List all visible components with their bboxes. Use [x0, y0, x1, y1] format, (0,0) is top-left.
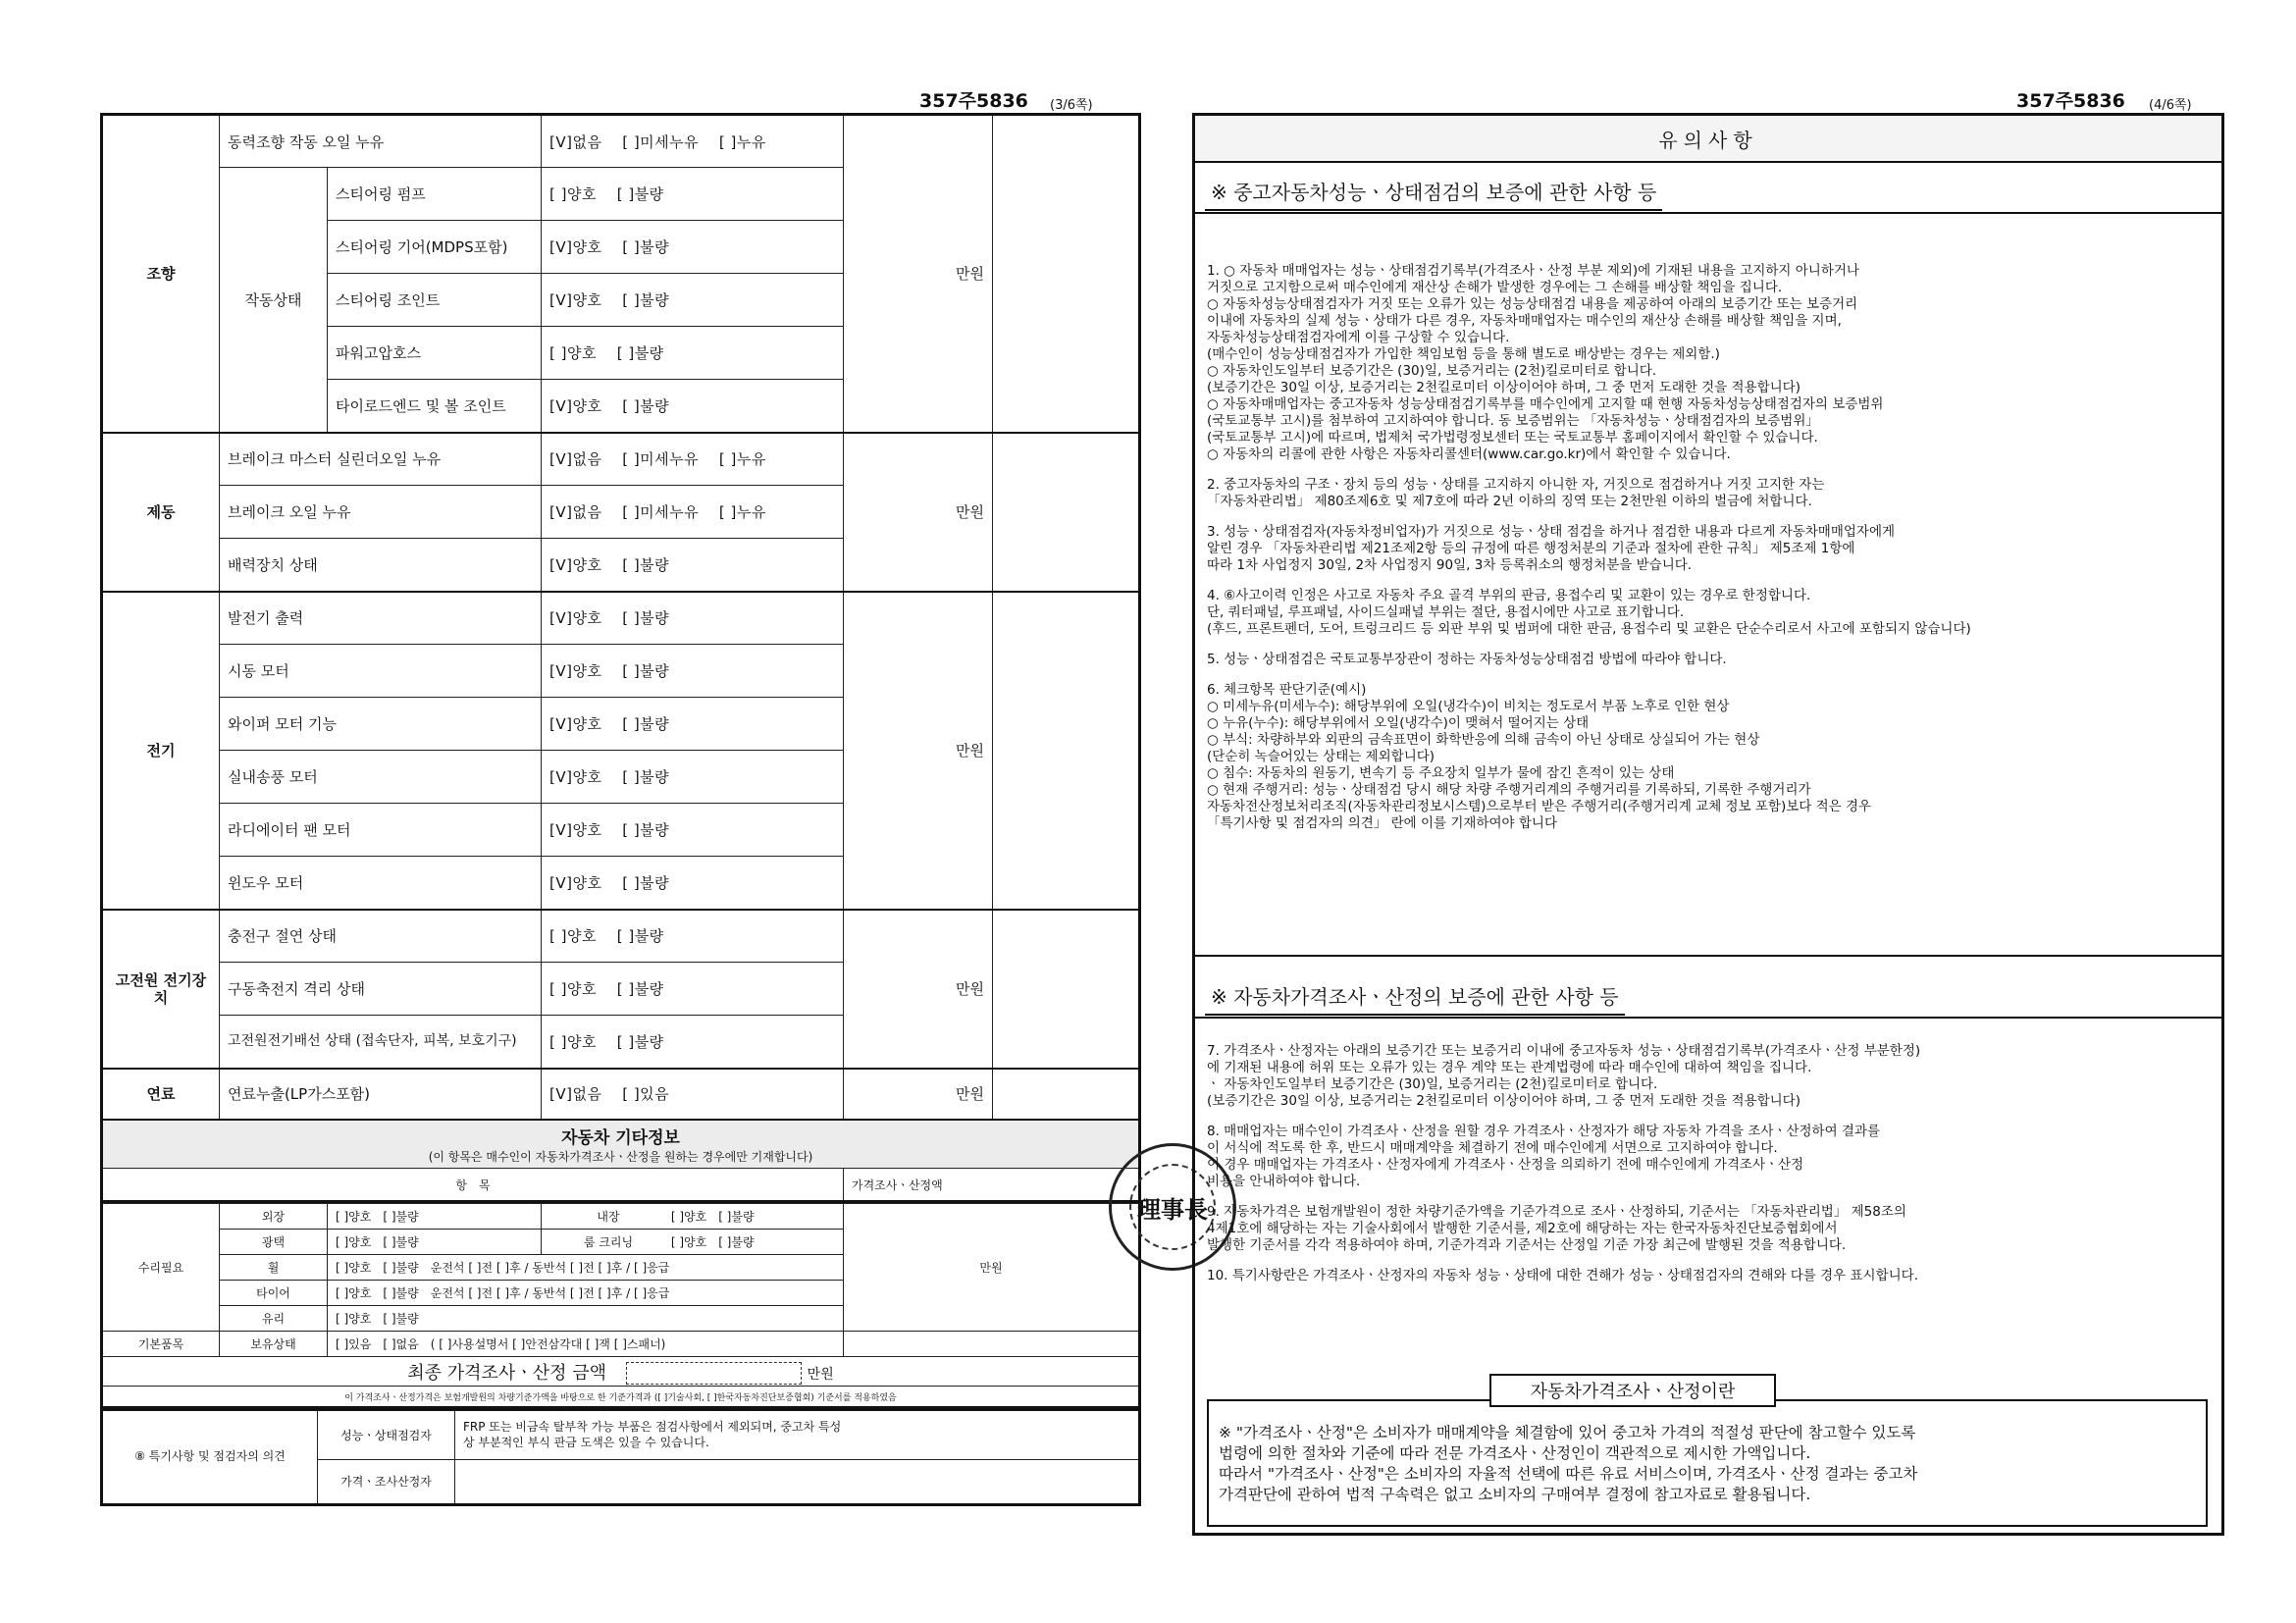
extra-row-value: [ ]양호 [ ]불량 운전석 [ ]전 [ ]후 / 동반석 [ ]전 [ ]후 / [ ]응급 — [328, 1281, 844, 1306]
appraiser-opinion[interactable] — [455, 1459, 1140, 1504]
amount-label: 만원 — [844, 115, 993, 433]
extra-row-pair — [542, 1230, 844, 1255]
check-value: [ ]양호 [ ]불량 — [542, 963, 844, 1016]
item-label: 시동 모터 — [220, 645, 542, 698]
extra-row-pair — [542, 1204, 844, 1230]
right-page-header — [1192, 90, 2224, 113]
opinion-table — [100, 1409, 1141, 1506]
section-1-title: ※ 중고자동차성능ㆍ상태점검의 보증에 관한 사항 등 — [1205, 173, 1662, 211]
check-value: [V]양호 [ ]불량 — [542, 751, 844, 804]
item-label: 발전기 출력 — [220, 592, 542, 645]
official-seal-text: 理事長 — [1129, 1164, 1216, 1250]
item-label: 브레이크 오일 누유 — [220, 486, 542, 539]
note-3: 3. 성능ㆍ상태점검자(자동차정비업자)가 거짓으로 성능ㆍ상태 점검을 하거나 점검한 내용과 다르게 자동차매매업자에게 알린 경우 「자동차관리법 제21조제2항 등의 규정에 따른 행정처분의 기준과 절차에 관한 규칙」 제5조제 1항에 따라 1차 사업정지 30일, 2차 사업정지 90일, 3차 등록취소의 행정처분을 받습니다. — [1207, 524, 1896, 573]
item-label: 스티어링 기어(MDPS포함) — [328, 221, 542, 274]
item-label: 동력조향 작동 오일 누유 — [220, 115, 542, 168]
check-value: [V]없음 [ ]미세누유 [ ]누유 — [542, 115, 844, 168]
final-amount-box[interactable] — [626, 1362, 802, 1385]
amount-label: 만원 — [844, 433, 993, 592]
note-7: 7. 가격조사ㆍ산정자는 아래의 보증기간 또는 보증거리 이내에 중고자동차 성능ㆍ상태점검기록부(가격조사ㆍ산정 부분한정) 에 기재된 내용에 허위 또는 오류가 있는 경우 계약 또는 관계법령에 따라 매수인에 대하여 책임을 집니다. ㆍ 자동차인도일부터 보증기간은 (30)일, 보증거리는 (2천)킬로미터로 합니다. (보증기간은 30일 이상, 보증거리는 2천킬로미터 이상이어야 하며, 그 중 먼저 도래한 것을 적용합니다) — [1207, 1043, 1921, 1109]
check-value: [V]양호 [ ]불량 — [542, 592, 844, 645]
notice-title: 유의사항 — [1195, 116, 2221, 163]
category-electric: 전기 — [102, 592, 220, 910]
check-value: [V]양호 [ ]불량 — [542, 539, 844, 592]
category-brake: 제동 — [102, 433, 220, 592]
extra-row-label: 휠 — [220, 1255, 328, 1281]
extra-row-label: 타이어 — [220, 1281, 328, 1306]
section-2-title: ※ 자동차가격조사ㆍ산정의 보증에 관한 사항 등 — [1205, 977, 1625, 1016]
item-label: 타이로드엔드 및 볼 조인트 — [328, 380, 542, 433]
amount-field[interactable] — [993, 433, 1140, 592]
category-high-voltage: 고전원 전기장치 — [102, 910, 220, 1069]
item-label: 윈도우 모터 — [220, 857, 542, 910]
price-definition-line: 법령에 의한 절차와 기준에 따라 전문 가격조사ㆍ산정인이 객관적으로 제시한 가액입니다. — [1219, 1444, 1811, 1462]
note-5: 5. 성능ㆍ상태점검은 국토교통부장관이 정하는 자동차성능상태점검 방법에 따라야 합니다. — [1207, 652, 1727, 667]
item-label: 스티어링 펌프 — [328, 168, 542, 221]
check-value: [ ]양호 [ ]불량 — [542, 910, 844, 963]
extra-row-value: [ ]양호 [ ]불량 — [670, 1235, 755, 1249]
check-value: [V]없음 [ ]있음 — [542, 1069, 844, 1120]
item-label: 스티어링 조인트 — [328, 274, 542, 327]
extra-row-value: [ ]양호 [ ]불량 — [328, 1204, 542, 1230]
amount-label: 만원 — [844, 1069, 993, 1120]
final-amount-unit: 만원 — [807, 1366, 834, 1383]
left-page-header — [100, 90, 1138, 113]
amount-label: 만원 — [844, 592, 993, 910]
amount-label: 만원 — [844, 910, 993, 1069]
section-2-divider — [1195, 1017, 2221, 1019]
check-value: [V]양호 [ ]불량 — [542, 274, 844, 327]
extra-row-label: 외장 — [220, 1204, 328, 1230]
amount-label: 만원 — [844, 1204, 1140, 1332]
price-definition-title: 자동차가격조사ㆍ산정이란 — [1489, 1374, 1776, 1407]
extra-row-value: [ ]양호 [ ]불량 — [328, 1306, 844, 1332]
amount-field[interactable] — [993, 1069, 1140, 1120]
item-label: 연료누출(LP가스포함) — [220, 1069, 542, 1120]
extra-col-price: 가격조사ㆍ산정액 — [844, 1169, 1140, 1202]
note-6: 6. 체크항목 판단기준(예시) ○ 미세누유(미세누수): 해당부위에 오일(냉각수)이 비치는 정도로서 부품 노후로 인한 현상 ○ 누유(누수): 해당부위에서 오일(냉각수)이 맺혀서 떨어지는 상태 ○ 부식: 차량하부와 외판의 금속표면이 화학반응에 의해 금속이 아닌 상태로 상실되어 가는 현상 (단순히 녹슬어있는 상태는 제외합니다) ○ 침수: 자동차의 원동기, 변속기 등 주요장치 일부가 물에 잠긴 흔적이 있는 상태 ○ 현재 주행거리: 성능ㆍ상태점검 당시 해당 차량 주행거리계의 주행거리를 기록하되, 기록한 주행거리가 자동차전산정보처리조직(자동차관리정보시스템)으로부터 받은 주행거리(주행거리계 교체 정보 포함)보다 적은 경우 「특기사항 및 점검자의 의견」 란에 이를 기재하여야 합니다 — [1207, 682, 1872, 831]
check-value: [V]없음 [ ]미세누유 [ ]누유 — [542, 486, 844, 539]
document-number: 357주5836 — [919, 90, 1028, 112]
final-amount-note: 이 가격조사ㆍ산정가격은 보험개발원의 차량기준가액을 바탕으로 한 기준가격과 ([ ]기술사회, [ ]한국자동차진단보증협회) 기준서를 적용하였음 — [102, 1387, 1140, 1408]
check-value: [ ]양호 [ ]불량 — [542, 168, 844, 221]
extra-row-label: 유리 — [220, 1306, 328, 1332]
notice-box — [1192, 113, 2224, 1536]
page-number: (3/6쪽) — [1050, 98, 1093, 113]
repair-needed-label: 수리필요 — [102, 1204, 220, 1332]
amount-field[interactable] — [993, 592, 1140, 910]
item-label: 실내송풍 모터 — [220, 751, 542, 804]
item-label: 라디에이터 팬 모터 — [220, 804, 542, 857]
item-label: 배력장치 상태 — [220, 539, 542, 592]
appraiser-label: 가격ㆍ조사산정자 — [318, 1459, 455, 1504]
extra-col-item: 항 목 — [102, 1169, 844, 1202]
extra-info-header — [102, 1120, 1140, 1169]
category-steering: 조향 — [102, 115, 220, 433]
extra-row-label: 룸 크리닝 — [583, 1235, 634, 1249]
item-label: 구동축전지 격리 상태 — [220, 963, 542, 1016]
extra-row-value: [ ]양호 [ ]불량 — [670, 1210, 755, 1224]
note-8: 8. 매매업자는 매수인이 가격조사ㆍ산정을 원할 경우 가격조사ㆍ산정자가 해당 자동차 가격을 조사ㆍ산정하여 결과를 이 서식에 적도록 한 후, 반드시 매매계약을 체결하기 전에 매수인에게 서면으로 고지하여야 합니다. 이 경우 매매업자는 가격조사ㆍ산정자에게 가격조사ㆍ산정을 의뢰하기 전에 매수인에게 가격조사ㆍ산정 비용을 안내하여야 합니다. — [1207, 1124, 1881, 1189]
check-value: [V]양호 [ ]불량 — [542, 380, 844, 433]
check-value: [V]양호 [ ]불량 — [542, 645, 844, 698]
price-definition-line: 가격판단에 관하여 법적 구속력은 없고 소비자의 구매여부 결정에 참고자료로 활용됩니다. — [1219, 1486, 1811, 1503]
sub-category: 작동상태 — [220, 168, 328, 433]
price-definition-line: ※ "가격조사ㆍ산정"은 소비자가 매매계약을 체결함에 있어 중고차 가격의 적절성 판단에 참고할수 있도록 — [1219, 1424, 1916, 1441]
section-1-divider — [1195, 212, 2221, 214]
check-value: [V]양호 [ ]불량 — [542, 698, 844, 751]
item-label: 충전구 절연 상태 — [220, 910, 542, 963]
item-label: 파워고압호스 — [328, 327, 542, 380]
price-definition-box — [1207, 1399, 2208, 1527]
check-value: [ ]양호 [ ]불량 — [542, 327, 844, 380]
basic-row-amount — [844, 1332, 1140, 1357]
item-label: 브레이크 마스터 실린더오일 누유 — [220, 433, 542, 486]
note-9: 9. 자동차가격은 보험개발원이 정한 차량기준가액을 기준가격으로 조사ㆍ산정하되, 기준서는 「자동차관리법」 제58조의 4제1호에 해당하는 자는 기술사회에서 발행한 기준서를, 제2호에 해당하는 자는 한국자동차진단보증협회에서 발행한 기준서를 각각 적용하여야 하며, 기준가격과 기준서는 산정일 기준 가장 최근에 발행된 것을 적용합니다. — [1207, 1204, 1906, 1253]
check-value: [V]없음 [ ]미세누유 [ ]누유 — [542, 433, 844, 486]
section-2-divider-top — [1195, 955, 2221, 957]
item-label: 와이퍼 모터 기능 — [220, 698, 542, 751]
amount-field[interactable] — [993, 910, 1140, 1069]
opinion-label: ⑧ 특기사항 및 점검자의 의견 — [102, 1410, 318, 1504]
basic-row-value: [ ]있음 [ ]없음 ( [ ]사용설명서 [ ]안전삼각대 [ ]잭 [ ]스패너) — [328, 1332, 844, 1357]
extra-row-label: 광택 — [220, 1230, 328, 1255]
extra-row-value: [ ]양호 [ ]불량 — [328, 1230, 542, 1255]
amount-field[interactable] — [993, 115, 1140, 433]
final-amount-row — [102, 1357, 1140, 1387]
basic-row-label: 보유상태 — [220, 1332, 328, 1357]
note-2: 2. 중고자동차의 구조ㆍ장치 등의 성능ㆍ상태를 고지하지 아니한 자, 거짓으로 점검하거나 거짓 고지한 자는 「자동차관리법」 제80조제6호 및 제7호에 따라 2년 이하의 징역 또는 2천만원 이하의 벌금에 처합니다. — [1207, 477, 1825, 509]
extra-row-value: [ ]양호 [ ]불량 운전석 [ ]전 [ ]후 / 동반석 [ ]전 [ ]후 / [ ]응급 — [328, 1255, 844, 1281]
section-2-notes — [1207, 1043, 2208, 1298]
check-value: [V]양호 [ ]불량 — [542, 804, 844, 857]
price-definition-line: 따라서 "가격조사ㆍ산정"은 소비자의 자율적 선택에 따른 유료 서비스이며, 가격조사ㆍ산정 결과는 중고차 — [1219, 1465, 1918, 1483]
inspection-table — [100, 113, 1141, 1203]
extra-info-table — [100, 1203, 1141, 1409]
check-value: [V]양호 [ ]불량 — [542, 221, 844, 274]
check-value: [ ]양호 [ ]불량 — [542, 1016, 844, 1069]
section-1-notes — [1207, 263, 2208, 846]
category-fuel: 연료 — [102, 1069, 220, 1120]
page-number: (4/6쪽) — [2149, 98, 2192, 113]
inspector-label: 성능ㆍ상태점검자 — [318, 1410, 455, 1459]
basic-items-label: 기본품목 — [102, 1332, 220, 1357]
extra-info-title: 자동차 기타정보 — [561, 1127, 680, 1148]
inspector-opinion: FRP 또는 비금속 탈부착 가능 부품은 점검사항에서 제외되며, 중고차 특성상 부분적인 부식 판금 도색은 있을 수 있습니다. — [455, 1410, 1140, 1459]
left-page — [100, 90, 1138, 1506]
extra-info-subtitle: (이 항목은 매수인이 자동차가격조사ㆍ산정을 원하는 경우에만 기재합니다) — [428, 1149, 813, 1164]
right-page — [1192, 90, 2224, 1536]
note-10: 10. 특기사항란은 가격조사ㆍ산정자의 자동차 성능ㆍ상태에 대한 견해가 성능ㆍ상태점검자의 견해와 다를 경우 표시합니다. — [1207, 1268, 1919, 1283]
document-number: 357주5836 — [2016, 90, 2125, 112]
final-amount-label: 최종 가격조사ㆍ산정 금액 — [407, 1362, 606, 1384]
check-value: [V]양호 [ ]불량 — [542, 857, 844, 910]
note-1: 1. ○ 자동차 매매업자는 성능ㆍ상태점검기록부(가격조사ㆍ산정 부분 제외)에 기재된 내용을 고지하지 아니하거나 거짓으로 고지함으로써 매수인에게 재산상 손해가 발생한 경우에는 그 손해를 배상할 책임을 집니다. ○ 자동차성능상태점검자가 거짓 또는 오류가 있는 성능상태점검 내용을 제공하여 아래의 보증기간 또는 보증거리 이내에 자동차의 실제 성능ㆍ상태가 다른 경우, 자동차매매업자는 매수인의 재산상 손해를 배상할 책임을 지며, 자동차성능상태점검자에게 이를 구상할 수 있습니다. (매수인이 성능상태점검자가 가입한 책임보험 등을 통해 별도로 배상받는 경우는 제외함.) ○ 자동차인도일부터 보증기간은 (30)일, 보증거리는 (2천)킬로미터로 합니다. (보증기간은 30일 이상, 보증거리는 2천킬로미터 이상이어야 하며, 그 중 먼저 도래한 것을 적용합니다) ○ 자동차매매업자는 중고자동차 성능상태점검기록부를 매수인에게 고지할 때 현행 자동차성능상태점검자의 보증범위 (국토교통부 고시)를 첨부하여 고지하여야 합니다. 동 보증범위는 「자동차성능ㆍ상태점검자의 보증범위」 (국토교통부 고시)에 따르며, 법제처 국가법령정보센터 또는 국토교통부 홈페이지에서 확인할 수 있습니다. ○ 자동차의 리콜에 관한 사항은 자동차리콜센터(www.car.go.kr)에서 확인할 수 있습니다. — [1207, 263, 1884, 462]
note-4: 4. ⑥사고이력 인정은 사고로 자동차 주요 골격 부위의 판금, 용접수리 및 교환이 있는 경우로 한정합니다. 단, 쿼터패널, 루프패널, 사이드실패널 부위는 절단, 용접시에만 사고로 표기합니다. (후드, 프론트펜더, 도어, 트렁크리드 등 외판 부위 및 범퍼에 대한 판금, 용접수리 및 교환은 단순수리로서 사고에 포함되지 않습니다) — [1207, 588, 1971, 637]
extra-row-label: 내장 — [597, 1210, 620, 1224]
item-label: 고전원전기배선 상태 (접속단자, 피복, 보호기구) — [220, 1016, 542, 1069]
